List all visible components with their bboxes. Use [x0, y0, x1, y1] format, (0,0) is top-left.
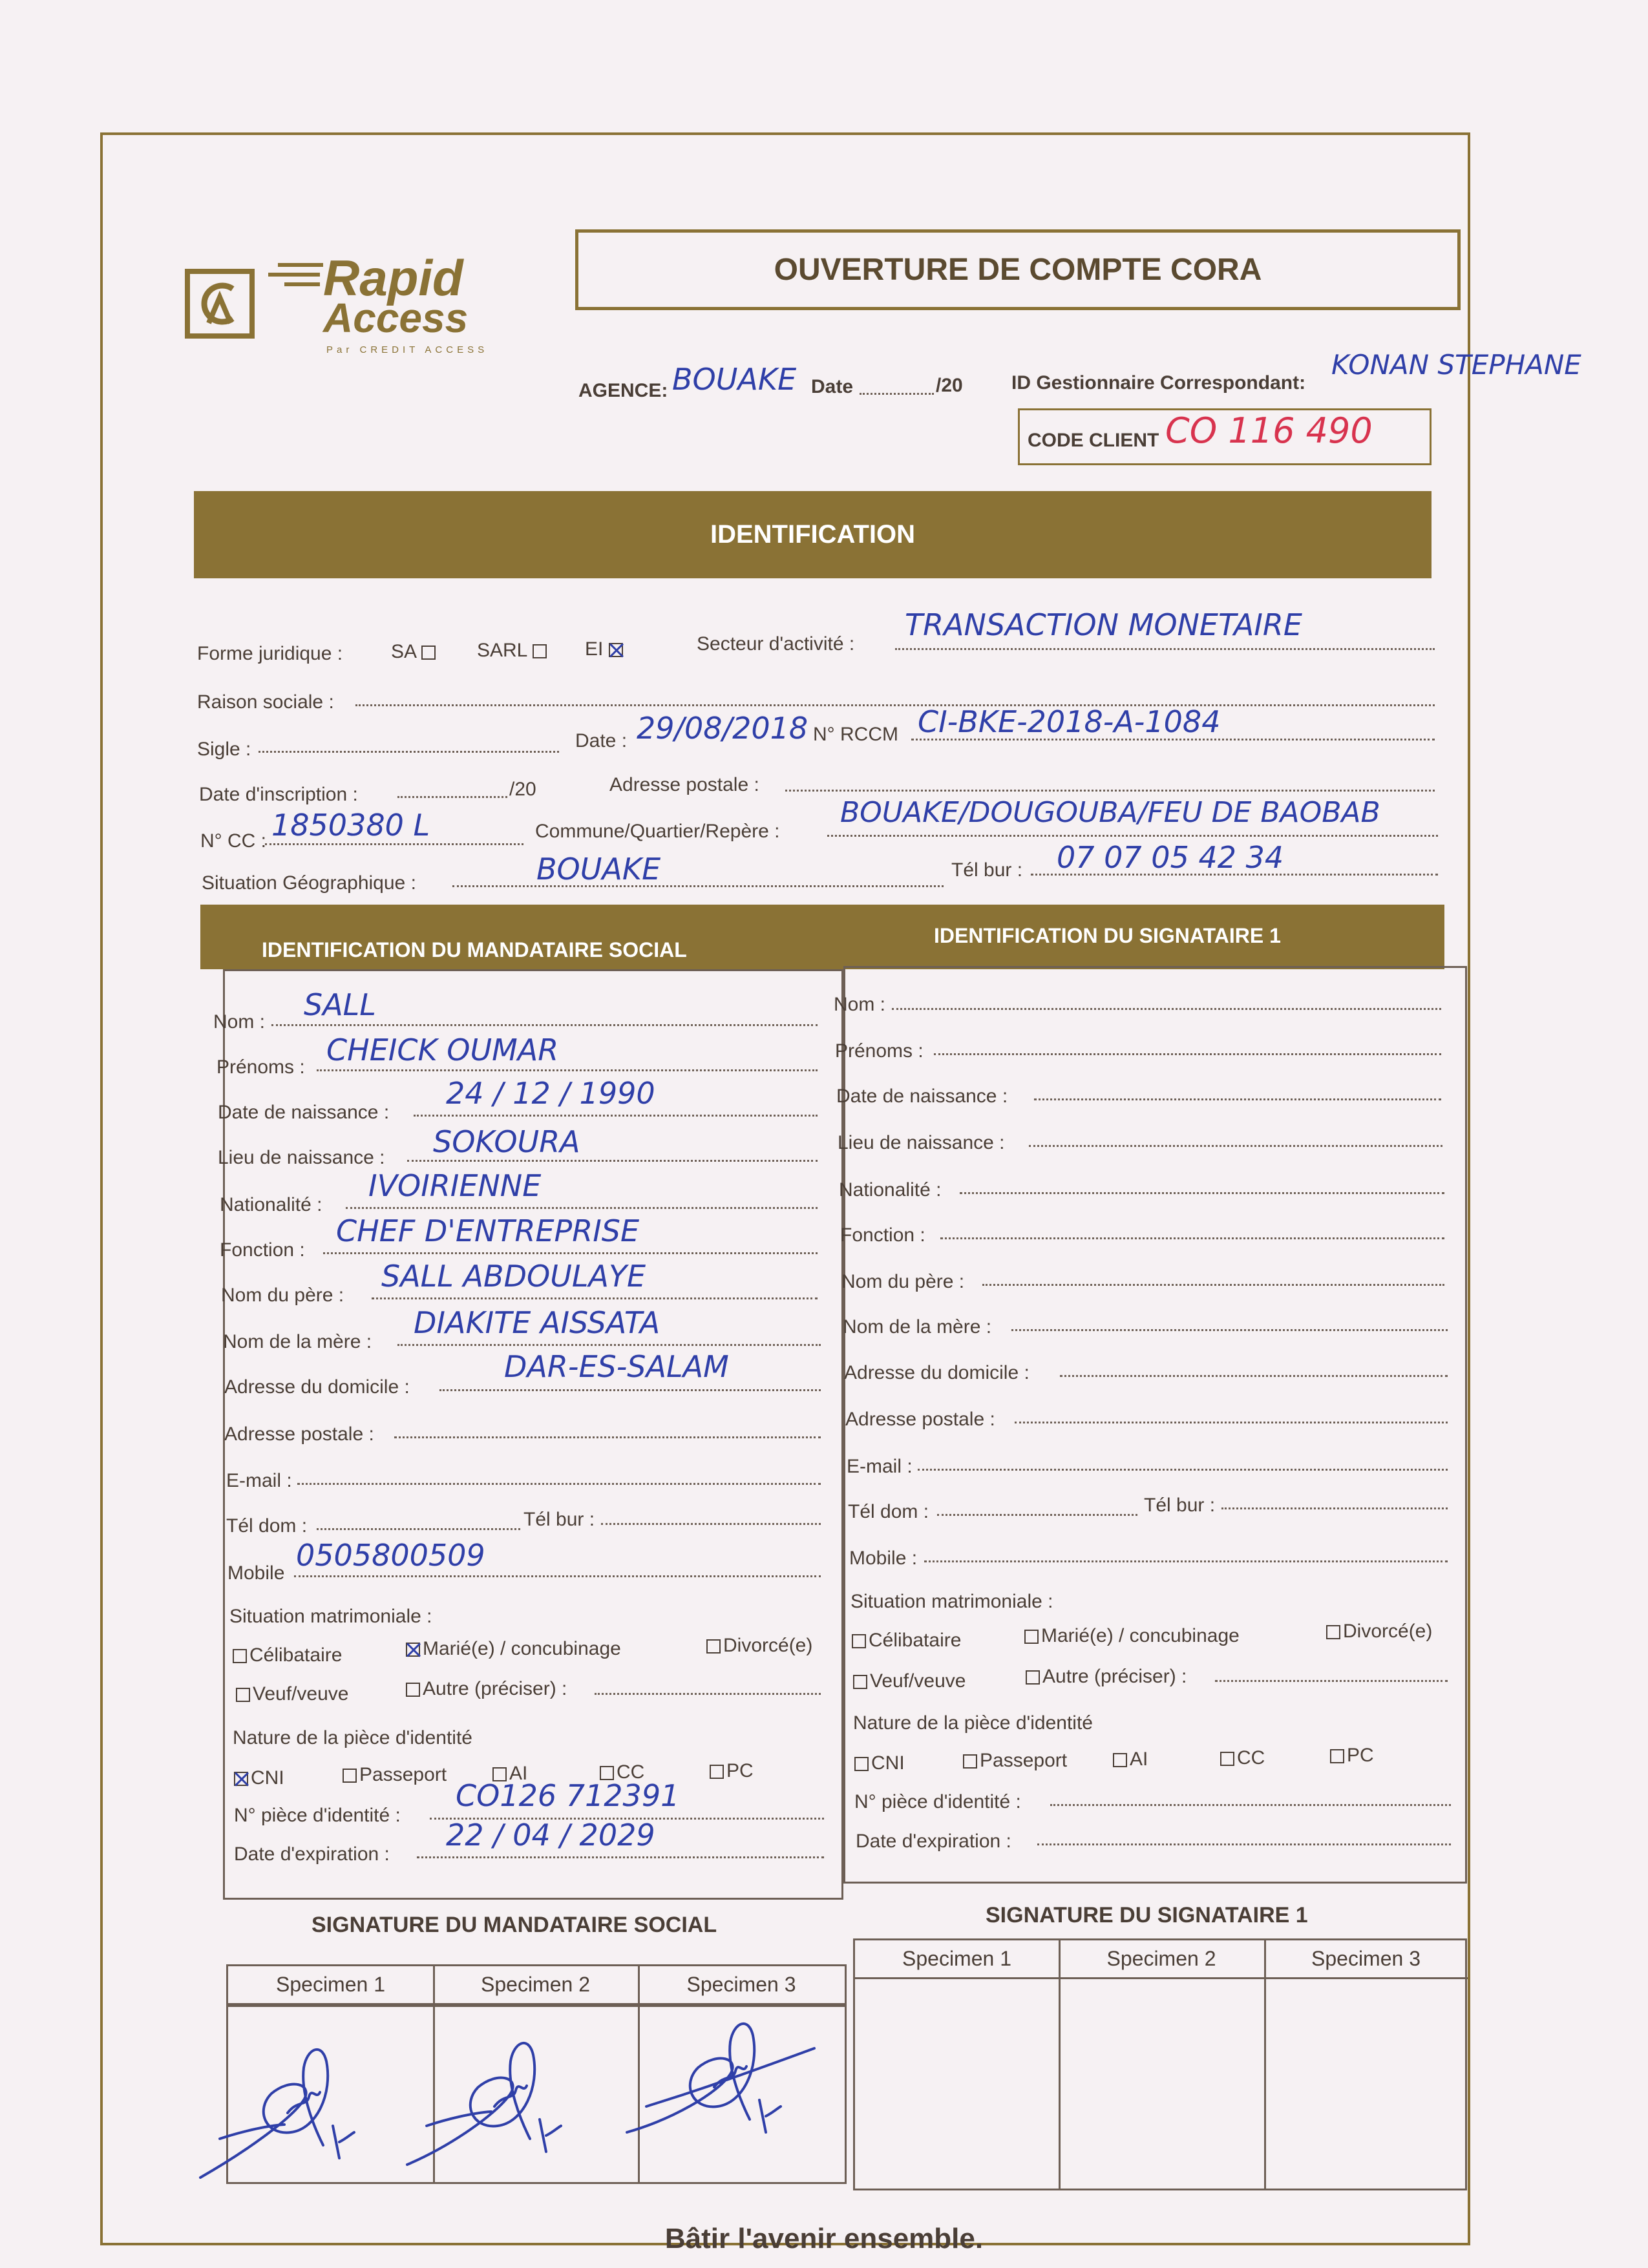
- m-mobile-field[interactable]: [294, 1575, 821, 1577]
- m-celibataire-label: Célibataire: [249, 1644, 343, 1666]
- sarl-checkbox[interactable]: [533, 644, 547, 658]
- rccm-value[interactable]: CI-BKE-2018-A-1084: [918, 704, 1221, 739]
- s-tel-dom-label: Tél dom :: [848, 1501, 929, 1522]
- m-cni-label: CNI: [251, 1767, 284, 1789]
- m-celibataire-checkbox[interactable]: [233, 1649, 247, 1663]
- sigle-field[interactable]: [259, 751, 559, 753]
- s-nationalite-field[interactable]: [960, 1192, 1444, 1194]
- m-autre-checkbox[interactable]: [406, 1683, 420, 1697]
- s-autre-field[interactable]: [1215, 1680, 1448, 1682]
- s-autre-checkbox[interactable]: [1026, 1670, 1040, 1685]
- adresse-postale-label: Adresse postale :: [609, 774, 759, 795]
- s-tel-bur-field[interactable]: [1221, 1507, 1448, 1509]
- s-nom-field[interactable]: [892, 1008, 1441, 1010]
- m-divorce-checkbox[interactable]: [706, 1639, 721, 1654]
- m-pc-option[interactable]: [710, 1760, 754, 1782]
- s-divorce-option[interactable]: [1326, 1621, 1432, 1643]
- m-email-field[interactable]: [297, 1483, 821, 1485]
- m-marie-option[interactable]: [406, 1638, 621, 1660]
- m-nationalite-value[interactable]: IVOIRIENNE: [368, 1168, 542, 1203]
- forme-juridique-label: Forme juridique :: [197, 643, 343, 664]
- date-inscription-label: Date d'inscription :: [199, 784, 358, 805]
- form-title: OUVERTURE DE COMPTE CORA: [575, 229, 1461, 310]
- s-veuf-label: Veuf/veuve: [870, 1670, 966, 1692]
- s-ai-option[interactable]: [1113, 1748, 1148, 1770]
- m-prenoms-label: Prénoms :: [217, 1056, 305, 1078]
- s-pc-checkbox[interactable]: [1330, 1749, 1344, 1763]
- m-autre-option[interactable]: [406, 1678, 567, 1700]
- id-date-value[interactable]: 29/08/2018: [637, 711, 808, 746]
- s-marie-option[interactable]: [1024, 1625, 1240, 1647]
- m-divorce-label: Divorcé(e): [723, 1635, 813, 1656]
- s-celibataire-label: Célibataire: [869, 1630, 962, 1651]
- m-pere-value[interactable]: SALL ABDOULAYE: [381, 1259, 646, 1294]
- sarl-label: SARL: [477, 640, 527, 661]
- m-mere-label: Nom de la mère :: [223, 1331, 372, 1352]
- s-cni-label: CNI: [871, 1752, 905, 1774]
- sa-checkbox[interactable]: [421, 646, 436, 660]
- m-lieu-field[interactable]: [407, 1160, 818, 1162]
- s-piece-label: Nature de la pièce d'identité: [853, 1712, 1093, 1734]
- m-specimen-header-rule: [228, 2005, 845, 2007]
- s-lieu-field[interactable]: [1029, 1145, 1442, 1147]
- s-celibataire-checkbox[interactable]: [852, 1634, 866, 1648]
- identification-header: IDENTIFICATION: [194, 491, 1431, 578]
- s-num-piece-field[interactable]: [1050, 1804, 1451, 1806]
- s-situation-label: Situation matrimoniale :: [850, 1591, 1053, 1612]
- s-pc-option[interactable]: [1330, 1745, 1374, 1767]
- m-postale-label: Adresse postale :: [224, 1423, 374, 1445]
- s-naissance-field[interactable]: [1034, 1098, 1441, 1100]
- m-postale-field[interactable]: [394, 1436, 821, 1438]
- m-specimen-1-header: Specimen 1: [228, 1966, 433, 2005]
- m-veuf-option[interactable]: [236, 1683, 348, 1705]
- s-postale-label: Adresse postale :: [845, 1409, 995, 1430]
- s-pc-label: PC: [1347, 1745, 1374, 1766]
- s-specimen-2-header: Specimen 2: [1059, 1940, 1264, 1979]
- identification-columns-header: [200, 905, 1444, 969]
- signature-specimen-1: [194, 2022, 407, 2190]
- brand-name-line1: Rapid: [323, 249, 463, 306]
- s-domicile-label: Adresse du domicile :: [844, 1362, 1030, 1383]
- s-divorce-checkbox[interactable]: [1326, 1625, 1340, 1639]
- m-passeport-label: Passeport: [359, 1764, 447, 1785]
- ei-option[interactable]: [585, 638, 626, 660]
- s-celibataire-option[interactable]: [852, 1630, 961, 1652]
- raison-sociale-label: Raison sociale :: [197, 691, 334, 713]
- s-specimen-1-header: Specimen 1: [855, 1940, 1059, 1979]
- m-domicile-field[interactable]: [439, 1389, 821, 1391]
- m-fonction-label: Fonction :: [220, 1239, 305, 1261]
- agence-value[interactable]: BOUAKE: [672, 362, 797, 397]
- commune-field[interactable]: [827, 835, 1438, 837]
- m-cc-label: CC: [617, 1761, 645, 1783]
- s-passeport-checkbox[interactable]: [963, 1754, 977, 1769]
- code-client-box: [1018, 408, 1431, 465]
- gestionnaire-label: ID Gestionnaire Correspondant:: [1011, 372, 1306, 394]
- tel-bur-label: Tél bur :: [951, 859, 1023, 881]
- s-cni-checkbox[interactable]: [854, 1757, 869, 1771]
- m-lieu-value[interactable]: SOKOURA: [433, 1124, 580, 1159]
- footer-slogan: Bâtir l'avenir ensemble.: [664, 2223, 984, 2254]
- s-marie-label: Marié(e) / concubinage: [1041, 1625, 1240, 1646]
- m-fonction-value[interactable]: CHEF D'ENTREPRISE: [336, 1213, 640, 1248]
- commune-value[interactable]: BOUAKE/DOUGOUBA/FEU DE BAOBAB: [840, 796, 1380, 829]
- date-label: Date: [811, 376, 854, 397]
- s-pere-field[interactable]: [982, 1284, 1444, 1286]
- ei-label: EI: [585, 638, 604, 660]
- s-email-label: E-mail :: [847, 1456, 913, 1477]
- date-inscription-field[interactable]: [397, 796, 507, 798]
- sa-option[interactable]: [391, 641, 438, 663]
- m-nom-field[interactable]: [271, 1024, 818, 1026]
- m-veuf-checkbox[interactable]: [236, 1688, 250, 1702]
- secteur-value[interactable]: TRANSACTION MONETAIRE: [905, 607, 1302, 642]
- s-passeport-option[interactable]: [963, 1750, 1067, 1772]
- s-cc-label: CC: [1237, 1747, 1265, 1769]
- code-client-label: CODE CLIENT: [1028, 430, 1159, 451]
- mandataire-signature-title: SIGNATURE DU MANDATAIRE SOCIAL: [312, 1913, 717, 1937]
- id-date-label: Date :: [575, 730, 628, 751]
- m-tel-dom-field[interactable]: [317, 1528, 520, 1530]
- s-tel-dom-field[interactable]: [937, 1514, 1137, 1516]
- s-mobile-field[interactable]: [924, 1560, 1448, 1562]
- ei-checkbox[interactable]: [609, 643, 623, 657]
- m-autre-label: Autre (préciser) :: [423, 1678, 567, 1699]
- m-ai-label: AI: [509, 1763, 528, 1784]
- m-specimen-3-header: Specimen 3: [638, 1966, 845, 2005]
- s-autre-option[interactable]: [1026, 1666, 1187, 1688]
- m-marie-label: Marié(e) / concubinage: [423, 1638, 621, 1659]
- signature-specimen-2: [401, 2016, 614, 2184]
- brand-tagline: Par CREDIT ACCESS: [326, 344, 489, 355]
- date-suffix: /20: [936, 375, 963, 396]
- m-domicile-label: Adresse du domicile :: [224, 1376, 410, 1398]
- s-passeport-label: Passeport: [980, 1750, 1068, 1771]
- brand-logo: [184, 249, 520, 365]
- s-domicile-field[interactable]: [1060, 1375, 1448, 1377]
- m-fonction-field[interactable]: [323, 1252, 818, 1254]
- situation-geo-label: Situation Géographique :: [202, 872, 416, 894]
- date-field[interactable]: [860, 393, 934, 395]
- s-mere-label: Nom de la mère :: [843, 1316, 992, 1338]
- m-celibataire-option[interactable]: [233, 1644, 342, 1666]
- m-expiration-value[interactable]: 22 / 04 / 2029: [446, 1818, 655, 1853]
- m-tel-bur-label: Tél bur :: [523, 1509, 595, 1530]
- m-autre-field[interactable]: [595, 1693, 821, 1695]
- s-nom-label: Nom :: [834, 994, 886, 1015]
- s-prenoms-label: Prénoms :: [835, 1040, 924, 1062]
- m-email-label: E-mail :: [226, 1470, 292, 1491]
- signataire-specimen-table: [853, 1938, 1467, 2190]
- s-expiration-field[interactable]: [1037, 1843, 1451, 1845]
- sigle-label: Sigle :: [197, 739, 251, 760]
- mandataire-header: IDENTIFICATION DU MANDATAIRE SOCIAL: [262, 938, 687, 961]
- m-passeport-option[interactable]: [343, 1764, 447, 1786]
- m-specimen-2-header: Specimen 2: [433, 1966, 638, 2005]
- s-pere-label: Nom du père :: [841, 1271, 965, 1292]
- tel-bur-value[interactable]: 07 07 05 42 34: [1057, 840, 1284, 875]
- m-pere-field[interactable]: [372, 1297, 818, 1299]
- s-cc-option[interactable]: [1220, 1747, 1265, 1769]
- s-fonction-field[interactable]: [940, 1237, 1444, 1239]
- s-prenoms-field[interactable]: [934, 1053, 1441, 1055]
- m-mere-value[interactable]: DIAKITE AISSATA: [414, 1305, 660, 1340]
- m-nationalite-label: Nationalité :: [220, 1194, 322, 1215]
- m-pc-checkbox[interactable]: [710, 1765, 724, 1779]
- s-veuf-checkbox[interactable]: [853, 1675, 867, 1689]
- m-naissance-field[interactable]: [414, 1115, 818, 1117]
- m-veuf-label: Veuf/veuve: [253, 1683, 349, 1705]
- ca-monogram-icon: [184, 268, 255, 339]
- m-pere-label: Nom du père :: [221, 1285, 344, 1306]
- code-client-value[interactable]: CO 116 490: [1165, 410, 1373, 451]
- s-mobile-label: Mobile :: [849, 1548, 918, 1569]
- signature-specimen-3: [620, 2010, 834, 2171]
- m-pc-label: PC: [726, 1760, 754, 1781]
- m-passeport-checkbox[interactable]: [343, 1769, 357, 1783]
- signataire-header: IDENTIFICATION DU SIGNATAIRE 1: [934, 924, 1281, 947]
- sa-label: SA: [391, 641, 416, 662]
- m-situation-label: Situation matrimoniale :: [229, 1606, 432, 1627]
- date-inscription-suffix: /20: [509, 779, 536, 800]
- s-postale-field[interactable]: [1015, 1422, 1448, 1423]
- adresse-postale-field[interactable]: [785, 790, 1435, 792]
- gestionnaire-value[interactable]: KONAN STEPHANE: [1331, 349, 1581, 381]
- m-naissance-label: Date de naissance :: [218, 1102, 390, 1123]
- m-mobile-value[interactable]: 0505800509: [296, 1538, 485, 1573]
- m-cni-checkbox[interactable]: [234, 1772, 248, 1786]
- commune-label: Commune/Quartier/Repère :: [535, 821, 780, 842]
- m-piece-label: Nature de la pièce d'identité: [233, 1727, 472, 1748]
- m-tel-bur-field[interactable]: [601, 1523, 821, 1525]
- m-domicile-value[interactable]: DAR-ES-SALAM: [504, 1349, 729, 1384]
- s-autre-label: Autre (préciser) :: [1042, 1666, 1187, 1687]
- s-fonction-label: Fonction :: [840, 1224, 925, 1246]
- rccm-label: N° RCCM: [813, 724, 898, 745]
- s-cc-checkbox[interactable]: [1220, 1752, 1234, 1766]
- ncc-label: N° CC :: [200, 830, 266, 852]
- s-marie-checkbox[interactable]: [1024, 1630, 1039, 1644]
- ncc-field[interactable]: [265, 843, 523, 845]
- situation-geo-value[interactable]: BOUAKE: [536, 852, 661, 887]
- m-divorce-option[interactable]: [706, 1635, 812, 1657]
- m-prenoms-value[interactable]: CHEICK OUMAR: [326, 1033, 559, 1067]
- m-nom-label: Nom :: [213, 1011, 266, 1033]
- s-tel-bur-label: Tél bur :: [1144, 1495, 1216, 1516]
- m-tel-dom-label: Tél dom :: [226, 1515, 308, 1537]
- m-nom-value[interactable]: SALL: [304, 987, 376, 1022]
- s-naissance-label: Date de naissance :: [836, 1086, 1008, 1107]
- ncc-value[interactable]: 1850380 L: [271, 808, 430, 843]
- s-mere-field[interactable]: [1011, 1329, 1448, 1331]
- s-nationalite-label: Nationalité :: [839, 1179, 942, 1201]
- s-expiration-label: Date d'expiration :: [856, 1831, 1011, 1852]
- m-nationalite-field[interactable]: [346, 1207, 818, 1209]
- s-veuf-option[interactable]: [853, 1670, 966, 1692]
- m-num-piece-label: N° pièce d'identité :: [234, 1805, 401, 1826]
- speed-lines-icon: [265, 258, 323, 297]
- s-ai-checkbox[interactable]: [1113, 1753, 1127, 1767]
- s-cni-option[interactable]: [854, 1752, 905, 1774]
- s-specimen-3-header: Specimen 3: [1264, 1940, 1468, 1979]
- m-naissance-value[interactable]: 24 / 12 / 1990: [446, 1076, 655, 1111]
- m-mere-field[interactable]: [397, 1344, 821, 1346]
- sarl-option[interactable]: [477, 640, 549, 662]
- secteur-field[interactable]: [895, 648, 1435, 650]
- m-lieu-label: Lieu de naissance :: [218, 1147, 385, 1168]
- s-num-piece-label: N° pièce d'identité :: [854, 1791, 1021, 1812]
- agence-label: AGENCE:: [578, 380, 668, 401]
- secteur-label: Secteur d'activité :: [697, 633, 855, 655]
- m-prenoms-field[interactable]: [317, 1069, 818, 1071]
- s-ai-label: AI: [1130, 1748, 1148, 1770]
- s-divorce-label: Divorcé(e): [1343, 1621, 1433, 1642]
- situation-geo-field[interactable]: [452, 885, 944, 887]
- brand-name-line2: Access: [323, 295, 469, 341]
- s-lieu-label: Lieu de naissance :: [838, 1132, 1005, 1153]
- m-expiration-label: Date d'expiration :: [234, 1843, 390, 1865]
- raison-sociale-field[interactable]: [355, 704, 1435, 706]
- m-expiration-field[interactable]: [417, 1856, 824, 1858]
- m-marie-checkbox[interactable]: [406, 1643, 420, 1657]
- signataire-signature-title: SIGNATURE DU SIGNATAIRE 1: [986, 1903, 1308, 1927]
- m-mobile-label: Mobile: [227, 1562, 285, 1584]
- m-num-piece-value[interactable]: CO126 712391: [456, 1778, 680, 1813]
- s-email-field[interactable]: [918, 1469, 1448, 1471]
- m-cni-option[interactable]: [234, 1767, 284, 1789]
